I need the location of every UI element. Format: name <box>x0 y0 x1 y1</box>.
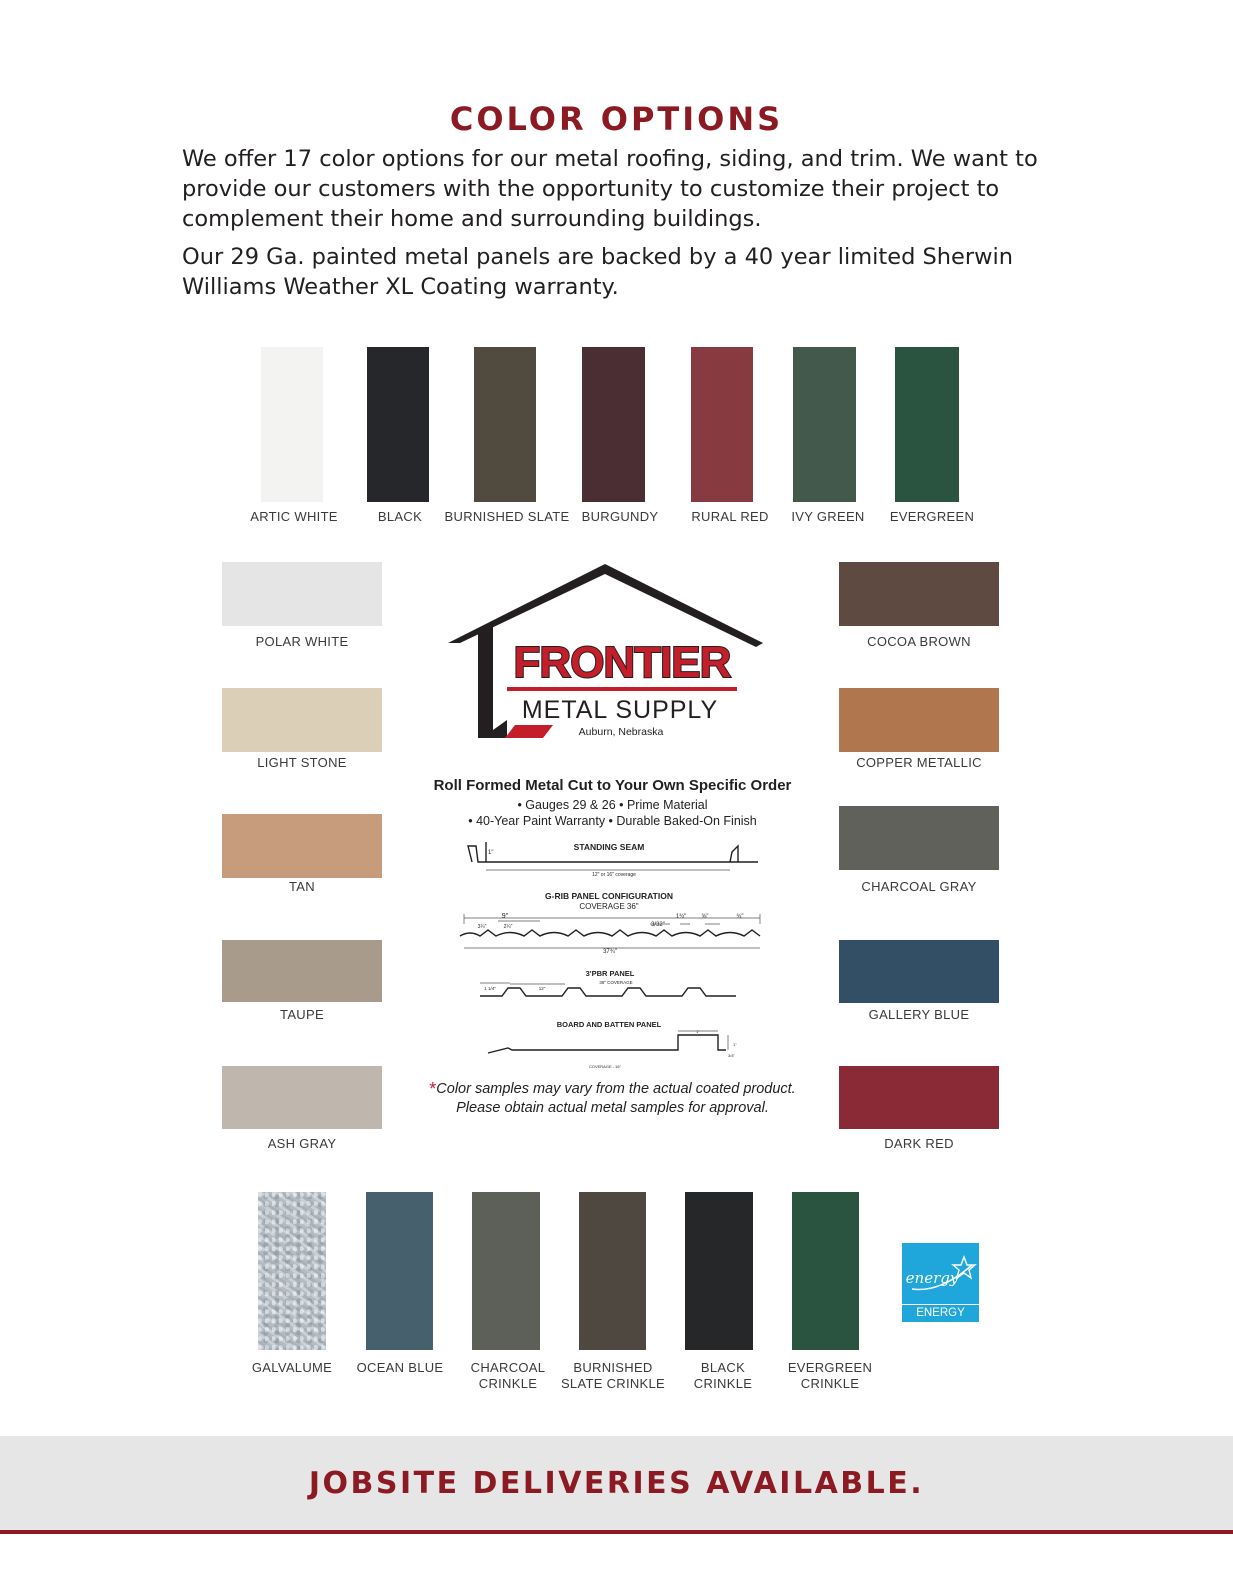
panel-diagrams <box>450 838 780 1073</box>
board-batten-dimension: 1" <box>733 1042 737 1047</box>
g-rib-profile <box>460 930 760 936</box>
label-line: GALVALUME <box>251 1360 333 1375</box>
swatch-label: ASH GRAY <box>267 1136 337 1151</box>
swatch-light-stone <box>222 688 382 752</box>
g-rib-dimension: ⅝" <box>701 914 709 920</box>
g-rib-dimension: 2¼" <box>503 924 513 930</box>
swatch-label: LIGHT STONE <box>257 755 347 770</box>
swatch-label <box>232 1360 352 1376</box>
swatch-label: CHARCOAL GRAY <box>861 879 977 894</box>
g-rib-dimension: 9" <box>501 913 509 920</box>
swatch-burgundy <box>582 347 645 502</box>
swatch-label: GALLERY BLUE <box>868 1007 970 1022</box>
label-line: CRINKLE <box>800 1376 860 1391</box>
label-line: CHARCOAL <box>470 1360 546 1375</box>
swatch-evergreen-crinkle <box>792 1192 859 1350</box>
board-batten-profile <box>488 1035 726 1053</box>
swatch-burnished-slate <box>474 347 536 502</box>
feature-bullets-1: • Gauges 29 & 26 • Prime Material <box>517 798 708 812</box>
color-disclaimer <box>400 1080 825 1118</box>
standing-seam-right-edge <box>730 846 738 862</box>
swatch-label: BLACK <box>377 509 423 524</box>
g-rib-coverage: COVERAGE 36" <box>579 902 639 911</box>
pbr-dimension: 1 1/4" <box>484 986 496 991</box>
swatch-charcoal-gray <box>839 806 999 870</box>
swatch-ivy-green <box>793 347 856 502</box>
pbr-title: 3'PBR PANEL <box>585 969 635 978</box>
swatch-artic-white <box>261 347 323 502</box>
g-rib-total-width: 37¾" <box>603 949 617 955</box>
board-batten-title: BOARD AND BATTEN PANEL <box>556 1020 662 1029</box>
swatch-label: EVERGREEN <box>889 509 975 524</box>
brand-subtitle: METAL SUPPLY <box>521 696 719 724</box>
swatch-label: COPPER METALLIC <box>856 755 982 770</box>
pbr-profile <box>480 988 736 996</box>
feature-bullets-2: • 40-Year Paint Warranty • Durable Baked-On Finish <box>468 814 757 828</box>
label-line: CRINKLE <box>478 1376 538 1391</box>
house-wall-shape <box>478 627 507 738</box>
swatch-label: RURAL RED <box>691 509 769 524</box>
pbr-coverage: 36" COVERAGE <box>599 980 633 985</box>
swatch-label: TAUPE <box>280 1007 324 1022</box>
board-batten-dimension: 1" <box>696 1029 700 1034</box>
g-rib-dimension: 3/32" <box>651 922 665 928</box>
swatch-cocoa-brown <box>839 562 999 626</box>
swatch-label: BURGUNDY <box>581 509 659 524</box>
standing-seam-title: STANDING SEAM <box>573 842 645 852</box>
pbr-dimension: 12" <box>538 986 546 991</box>
label-line: BURNISHED <box>573 1360 653 1375</box>
swatch-label: BURNISHED SLATE <box>444 509 570 524</box>
footer-text: JOBSITE DELIVERIES AVAILABLE. <box>308 1466 925 1501</box>
g-rib-dimension: 3¼" <box>477 924 487 930</box>
swatch-tan <box>222 814 382 878</box>
page-title: COLOR OPTIONS <box>449 100 784 138</box>
swatch-gallery-blue <box>839 940 999 1003</box>
red-accent-shape <box>505 725 553 738</box>
swatch-evergreen <box>895 347 959 502</box>
brand-location: Auburn, Nebraska <box>578 726 664 738</box>
energy-star-icon <box>902 1243 979 1305</box>
swatch-ash-gray <box>222 1066 382 1129</box>
disclaimer-asterisk: * <box>429 1079 437 1099</box>
label-line: BLACK <box>700 1360 746 1375</box>
roof-shape <box>448 564 763 647</box>
g-rib-title: G-RIB PANEL CONFIGURATION <box>545 891 673 901</box>
energy-star-label: ENERGY STAR <box>902 1304 979 1322</box>
label-line: SLATE CRINKLE <box>560 1376 666 1391</box>
intro-paragraph: We offer 17 color options for our metal roofing, siding, and trim. We want to provide our customers with the opportunity to customize their project to complement their home and surrounding buildings. <box>182 146 1038 232</box>
swatch-galvalume <box>258 1192 326 1350</box>
swatch-taupe <box>222 940 382 1002</box>
brand-underline <box>507 687 737 691</box>
swatch-charcoal-crinkle <box>472 1192 540 1350</box>
label-line: OCEAN BLUE <box>356 1360 444 1375</box>
swatch-label: IVY GREEN <box>791 509 865 524</box>
board-batten-dimension: 3/4" <box>728 1053 735 1058</box>
tagline: Roll Formed Metal Cut to Your Own Specific Order <box>433 777 792 794</box>
warranty-paragraph: Our 29 Ga. painted metal panels are backed by a 40 year limited Sherwin Williams Weather XL Coating warranty. <box>182 244 1014 300</box>
swatch-polar-white <box>222 562 382 626</box>
swatch-rural-red <box>691 347 753 502</box>
g-rib-dimension: ¾" <box>736 914 744 920</box>
swatch-dark-red <box>839 1066 999 1129</box>
swatch-label <box>340 1360 460 1376</box>
swatch-copper-metallic <box>839 688 999 752</box>
disclaimer-line-1: Color samples may vary from the actual coated product. <box>436 1081 796 1097</box>
label-line: CRINKLE <box>693 1376 753 1391</box>
swatch-label: POLAR WHITE <box>255 634 349 649</box>
swatch-burnished-slate-crinkle <box>579 1192 646 1350</box>
disclaimer-line-2: Please obtain actual metal samples for approval. <box>456 1100 769 1116</box>
swatch-label <box>549 1360 677 1392</box>
swatch-label: DARK RED <box>884 1136 954 1151</box>
g-rib-dimension: 1¾" <box>675 914 687 920</box>
standing-seam-height: 1" <box>488 850 494 856</box>
swatch-ocean-blue <box>366 1192 433 1350</box>
swatch-black <box>367 347 429 502</box>
energy-script: energy <box>905 1269 959 1287</box>
board-batten-coverage: COVERAGE - 16" <box>588 1064 622 1069</box>
swatch-label: TAN <box>289 879 315 894</box>
brand-name: FRONTIER <box>513 638 731 687</box>
footer-rule <box>0 1530 1233 1534</box>
swatch-label: COCOA BROWN <box>867 634 971 649</box>
label-line: EVERGREEN <box>787 1360 873 1375</box>
energy-star-badge <box>902 1243 979 1336</box>
swatch-label: ARTIC WHITE <box>250 509 338 524</box>
swatch-label <box>663 1360 783 1392</box>
swatch-label <box>768 1360 892 1392</box>
standing-seam-coverage: 12" or 16" coverage <box>592 872 636 878</box>
frontier-logo <box>445 560 765 745</box>
swatch-black-crinkle <box>685 1192 753 1350</box>
